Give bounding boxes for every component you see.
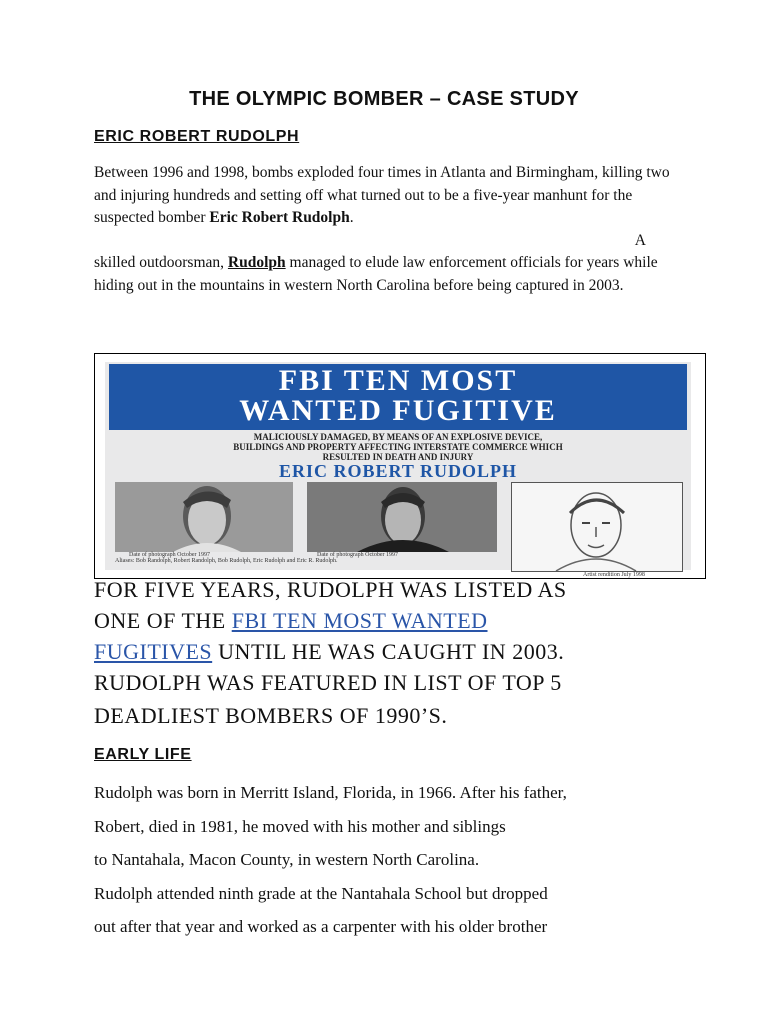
photo-2 <box>307 482 497 552</box>
fugitive-line-5: DEADLIEST BOMBERS OF 1990’S. <box>94 703 448 728</box>
page-title: THE OLYMPIC BOMBER – CASE STUDY <box>189 88 579 110</box>
fugitive-line-3-text: UNTIL HE WAS CAUGHT IN 2003. <box>212 639 565 664</box>
intro-bold-name: Eric Robert Rudolph <box>209 209 350 226</box>
wanted-poster-image <box>94 353 706 579</box>
intro-text: Between 1996 and 1998, bombs exploded four times in Atlanta and Birmingham, killing two and injuring hundreds and setting off what turned out to be a five-year manhunt for the suspected bomber <box>94 164 670 226</box>
section-heading-eric-robert-rudolph: ERIC ROBERT RUDOLPH <box>94 128 300 145</box>
early-life-text <box>94 776 694 944</box>
early-life-line-2: Robert, died in 1981, he moved with his mother and siblings <box>94 816 506 836</box>
early-life-line-4: Rudolph attended ninth grade at the Nantahala School but dropped <box>94 883 548 903</box>
early-life-line-5: out after that year and worked as a carpenter with his older brother <box>94 917 548 936</box>
fbi-most-wanted-link[interactable]: FBI TEN MOST WANTED <box>231 608 488 633</box>
intro-article-a: A <box>634 231 646 249</box>
banner-line-2: WANTED FUGITIVE <box>239 394 557 427</box>
fugitives-link[interactable]: FUGITIVES <box>94 639 213 664</box>
intro-bold-rudolph: Rudolph <box>227 254 286 271</box>
poster-aliases: Aliases: Bob Randolph, Robert Randolph, Bob Rudolph, Eric Rudolph and Eric R. Rudolph. <box>115 558 338 564</box>
poster-fugitive-name: ERIC ROBERT RUDOLPH <box>278 461 518 481</box>
photo-2-caption: Date of photograph October 1997 <box>317 552 398 558</box>
fugitive-line-2 <box>94 605 714 636</box>
intro-text-2: skilled outdoorsman, <box>94 254 228 271</box>
banner-line-1: FBI TEN MOST <box>278 364 518 397</box>
poster-charge <box>125 432 671 462</box>
photo-3-caption: Artist rendition July 1998 <box>583 572 645 578</box>
photo-1-caption: Date of photograph October 1997 <box>129 552 210 558</box>
fugitive-line-3 <box>94 636 714 667</box>
intro-period: . <box>349 209 354 226</box>
section-heading-early-life: EARLY LIFE <box>94 746 192 763</box>
early-life-line-3: to Nantahala, Macon County, in western North Carolina. <box>94 850 480 869</box>
intro-paragraphs <box>94 162 674 297</box>
fugitive-line-4: RUDOLPH WAS FEATURED IN LIST OF TOP 5 <box>94 670 562 695</box>
intro-text-3: managed to elude law enforcement officials for years while hiding out in the mountains in western North Carolina before being captured in 2003. <box>94 254 658 294</box>
fugitive-line-1: FOR FIVE YEARS, RUDOLPH WAS LISTED AS <box>94 577 567 602</box>
charge-line-2: BUILDINGS AND PROPERTY AFFECTING INTERSTATE COMMERCE WHICH <box>233 442 563 452</box>
wanted-poster <box>105 362 691 578</box>
charge-line-1: MALICIOUSLY DAMAGED, BY MEANS OF AN EXPLOSIVE DEVICE, <box>253 432 543 442</box>
charge-line-3: RESULTED IN DEATH AND INJURY <box>322 452 474 462</box>
fugitive-statement <box>94 574 714 731</box>
photo-3-sketch <box>511 482 683 572</box>
fugitive-line-2-text: ONE OF THE <box>94 608 232 633</box>
intro-paragraph-1 <box>94 162 674 230</box>
poster-banner <box>109 364 687 430</box>
intro-paragraph-2 <box>94 252 674 297</box>
photo-1 <box>115 482 293 552</box>
early-life-line-1: Rudolph was born in Merritt Island, Florida, in 1966. After his father, <box>94 783 567 802</box>
